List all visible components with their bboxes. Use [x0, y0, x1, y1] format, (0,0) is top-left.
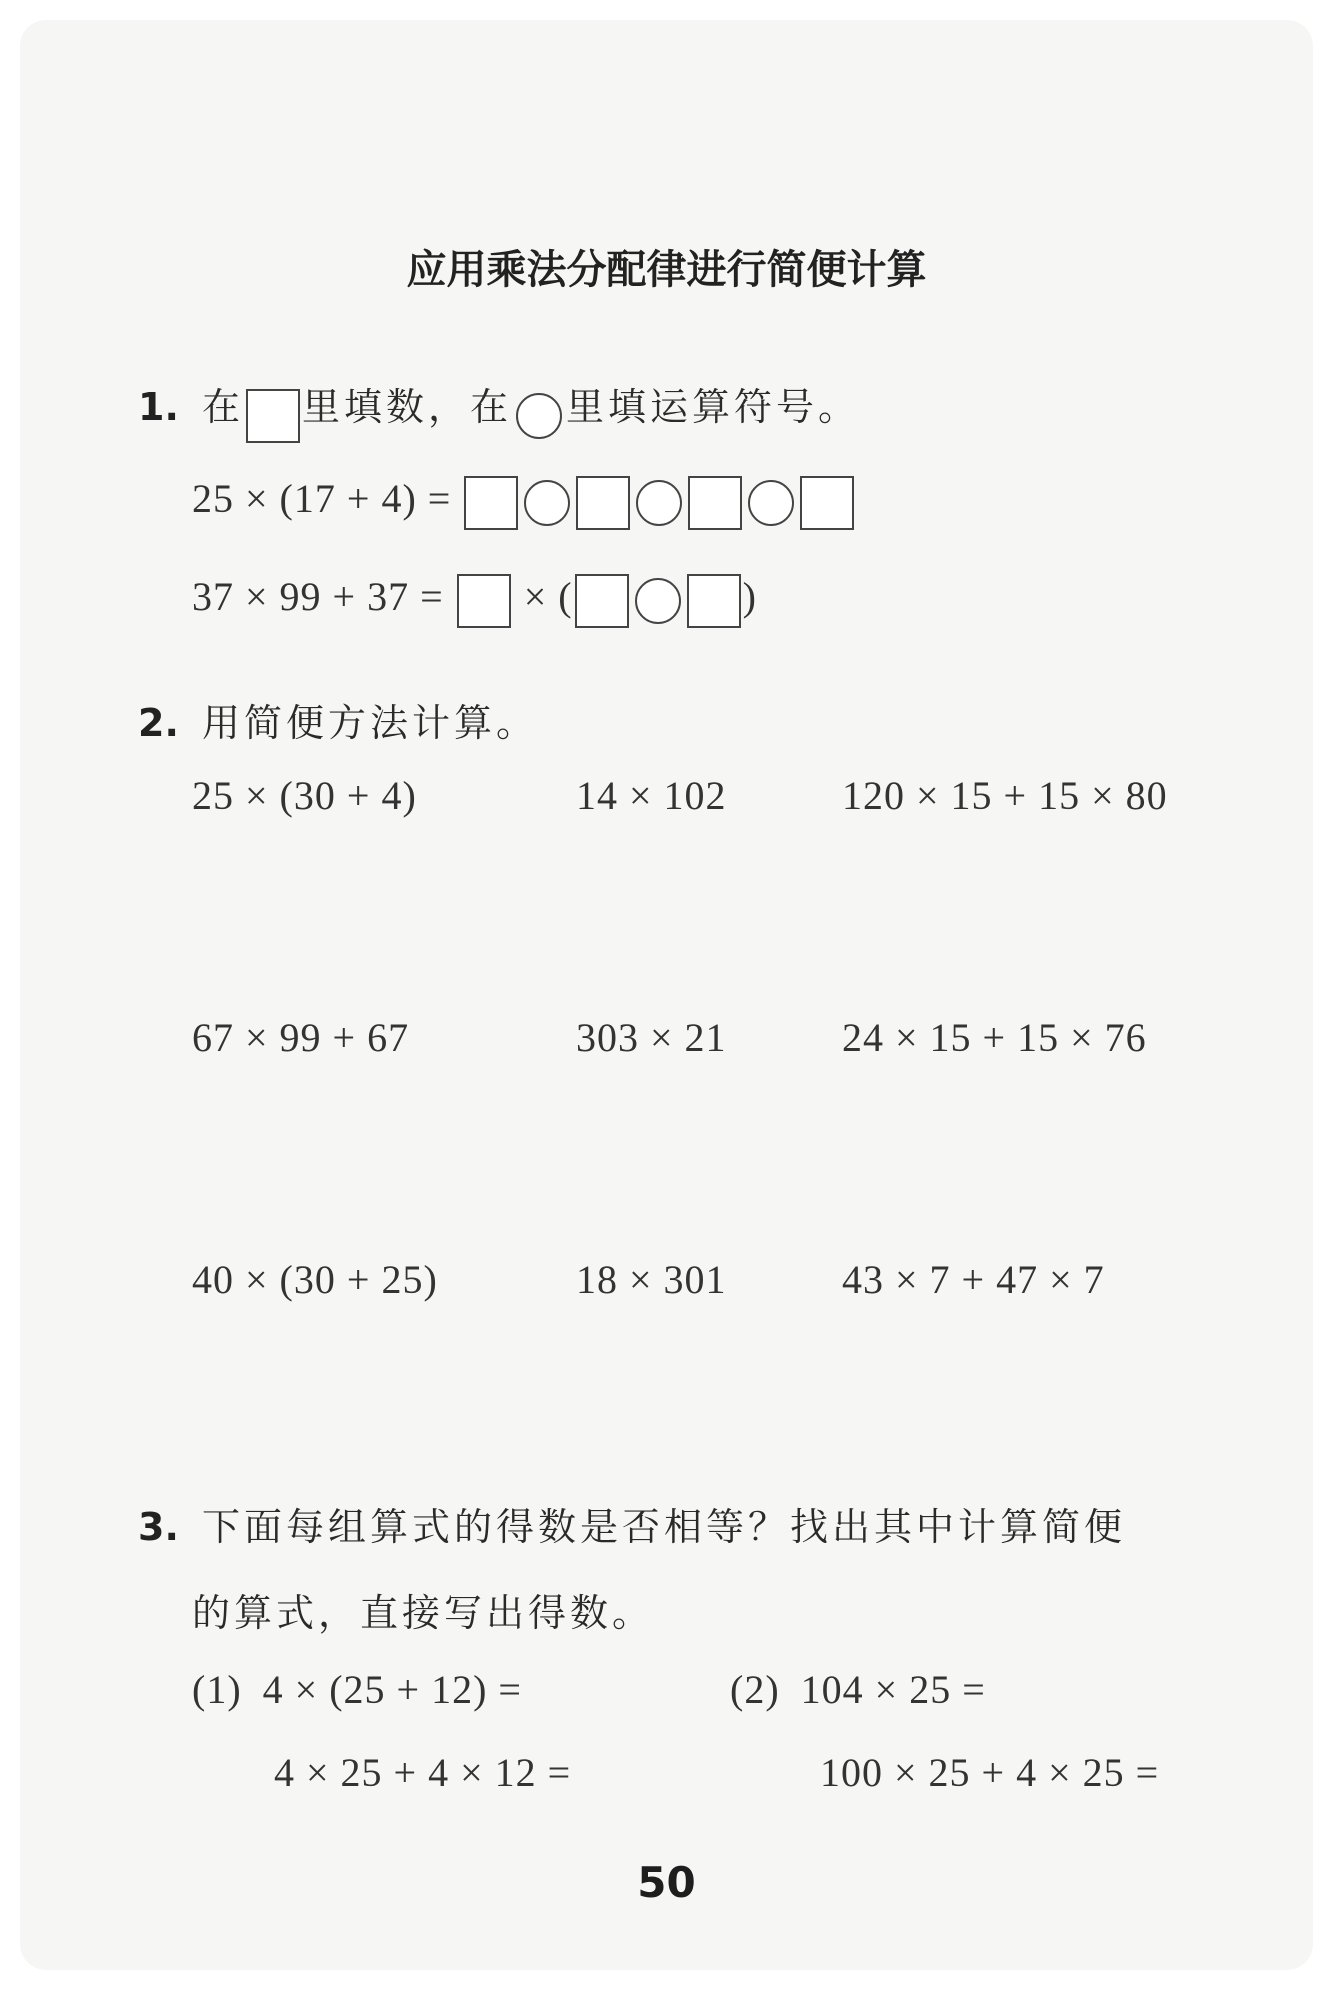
question-3-text-line-2: 的算式，直接写出得数。 [192, 1591, 655, 1635]
times-open-paren: × ( [523, 574, 573, 619]
question-1-line-1 [192, 475, 856, 530]
worksheet-page [20, 20, 1313, 1970]
answer-box[interactable] [576, 476, 630, 530]
operator-circle[interactable] [748, 480, 794, 526]
question-2-text: 用简便方法计算。 [201, 701, 538, 745]
question-1-line-2 [192, 573, 757, 628]
question-3-header [138, 1496, 1126, 1551]
answer-box[interactable] [800, 476, 854, 530]
question-2-header [138, 692, 538, 747]
calc-item: 303 × 21 [576, 1015, 727, 1060]
answer-box[interactable] [457, 574, 511, 628]
question-2-number: 2. [138, 701, 179, 745]
group-1-expression-1: 4 × (25 + 12) = [262, 1667, 522, 1712]
answer-box[interactable] [575, 574, 629, 628]
question-1-text-b: 里填数，在 [302, 385, 513, 429]
calc-item: 25 × (30 + 4) [192, 773, 417, 818]
group-2-line-1 [730, 1666, 986, 1713]
group-2-label: (2) [730, 1667, 780, 1712]
answer-box[interactable] [688, 476, 742, 530]
answer-box[interactable] [464, 476, 518, 530]
group-2-expression-2: 100 × 25 + 4 × 25 = [820, 1750, 1160, 1795]
group-2-expression-1: 104 × 25 = [800, 1667, 986, 1712]
question-1-text-c: 里填运算符号。 [566, 385, 861, 429]
close-paren: ) [742, 574, 757, 619]
calc-item: 24 × 15 + 15 × 76 [842, 1015, 1147, 1060]
calc-item: 40 × (30 + 25) [192, 1257, 438, 1302]
answer-box[interactable] [687, 574, 741, 628]
question-3-text-line-1: 下面每组算式的得数是否相等？找出其中计算简便 [201, 1505, 1126, 1549]
question-1-number: 1. [138, 385, 179, 429]
calc-item: 18 × 301 [576, 1257, 727, 1302]
calc-item: 43 × 7 + 47 × 7 [842, 1257, 1105, 1302]
question-1-header [138, 376, 860, 443]
operator-circle[interactable] [635, 578, 681, 624]
operator-circle[interactable] [524, 480, 570, 526]
calc-item: 14 × 102 [576, 773, 727, 818]
operator-circle[interactable] [636, 480, 682, 526]
group-1-label: (1) [192, 1667, 242, 1712]
question-3-number: 3. [138, 1505, 179, 1549]
group-1-expression-2: 4 × 25 + 4 × 12 = [274, 1750, 572, 1795]
group-1-line-1 [192, 1666, 522, 1713]
calc-item: 67 × 99 + 67 [192, 1015, 410, 1060]
answer-box-legend [246, 389, 300, 443]
page-title: 应用乘法分配律进行简便计算 [406, 247, 927, 293]
answer-circle-legend [516, 393, 562, 439]
question-1-line-1-expression: 25 × (17 + 4) = [192, 476, 452, 521]
question-1-line-2-expression: 37 × 99 + 37 = [192, 574, 444, 619]
question-1-text-a: 在 [201, 385, 244, 429]
calc-item: 120 × 15 + 15 × 80 [842, 773, 1168, 818]
page-number: 50 [637, 1858, 696, 1907]
